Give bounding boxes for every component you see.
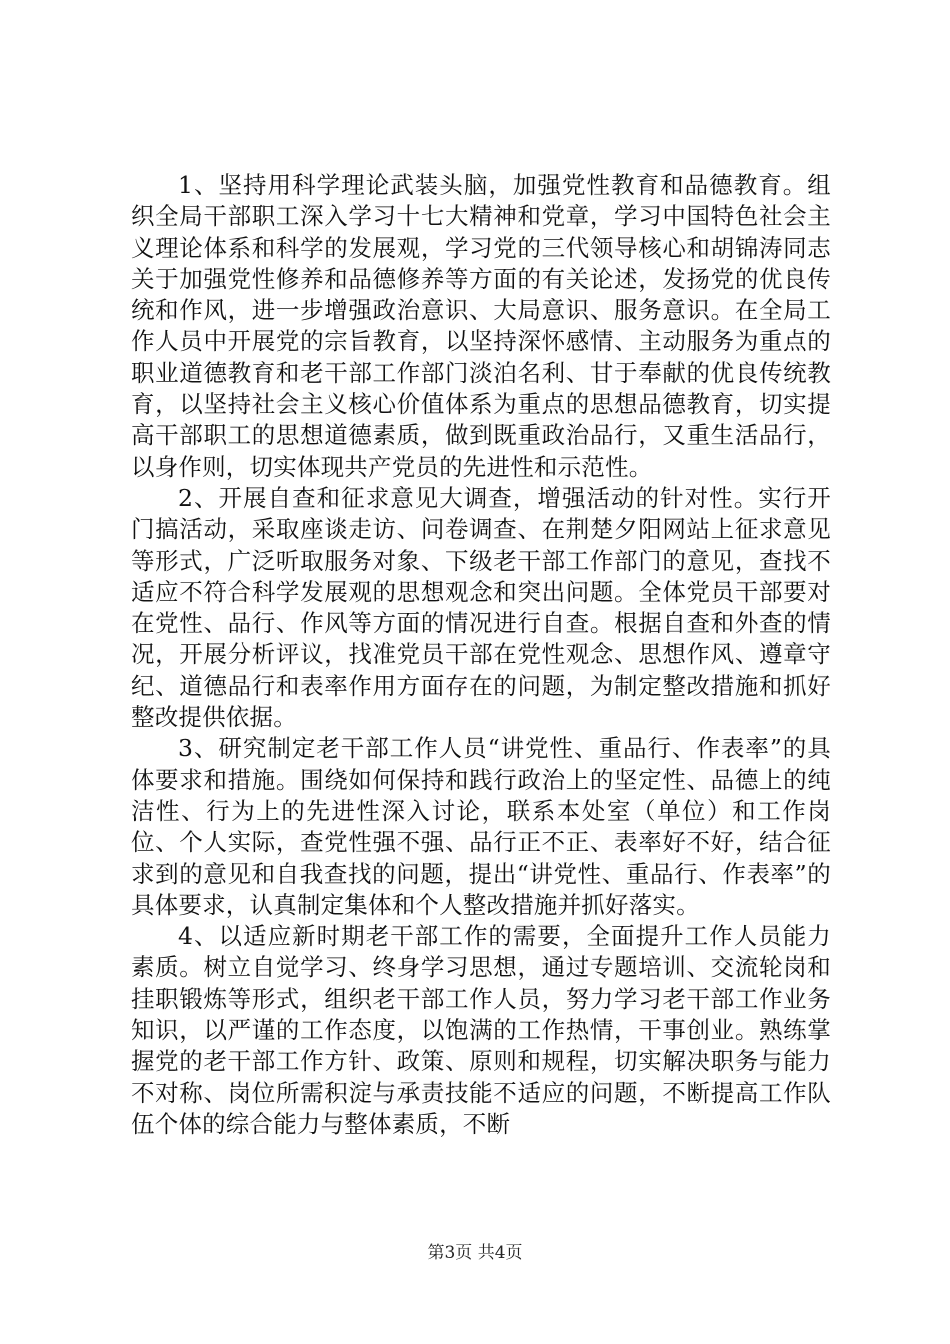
paragraph-1: 1、坚持用科学理论武装头脑，加强党性教育和品德教育。组织全局干部职工深入学习十七大精神和党章，学习中国特色社会主义理论体系和科学的发展观，学习党的三代领导核心和胡锦涛同志关于加强党性修养和品德修养等方面的有关论述，发扬党的优良传统和作风，进一步增强政治意识、大局意识、服务意识。在全局工作人员中开展党的宗旨教育，以坚持深怀感情、主动服务为重点的职业道德教育和老干部工作部门淡泊名利、甘于奉献的优良传统教育，以坚持社会主义核心价值体系为重点的思想品德教育，切实提高干部职工的思想道德素质，做到既重政治品行，又重生活品行，以身作则，切实体现共产党员的先进性和示范性。 <box>131 171 831 481</box>
paragraph-3: 3、研究制定老干部工作人员“讲党性、重品行、作表率”的具体要求和措施。围绕如何保持和践行政治上的坚定性、品德上的纯洁性、行为上的先进性深入讨论，联系本处室（单位）和工作岗位、个人实际，查党性强不强、品行正不正、表率好不好，结合征求到的意见和自我查找的问题，提出“讲党性、重品行、作表率”的具体要求，认真制定集体和个人整改措施并抓好落实。 <box>131 734 831 919</box>
paragraph-4: 4、以适应新时期老干部工作的需要，全面提升工作人员能力素质。树立自觉学习、终身学习思想，通过专题培训、交流轮岗和挂职锻炼等形式，组织老干部工作人员，努力学习老干部工作业务知识，以严谨的工作态度，以饱满的工作热情，干事创业。熟练掌握党的老干部工作方针、政策、原则和规程，切实解决职务与能力不对称、岗位所需积淀与承责技能不适应的问题，不断提高工作队伍个体的综合能力与整体素质，不断 <box>131 922 831 1138</box>
document-body <box>131 170 831 1140</box>
page-number-footer: 第3页 共4页 <box>427 1243 523 1263</box>
paragraph-2: 2、开展自查和征求意见大调查，增强活动的针对性。实行开门搞活动，采取座谈走访、问卷调查、在荆楚夕阳网站上征求意见等形式，广泛听取服务对象、下级老干部工作部门的意见，查找不适应不符合科学发展观的思想观念和突出问题。全体党员干部要对在党性、品行、作风等方面的情况进行自查。根据自查和外查的情况，开展分析评议，找准党员干部在党性观念、思想作风、遵章守纪、道德品行和表率作用方面存在的问题，为制定整改措施和抓好整改提供依据。 <box>131 483 831 732</box>
